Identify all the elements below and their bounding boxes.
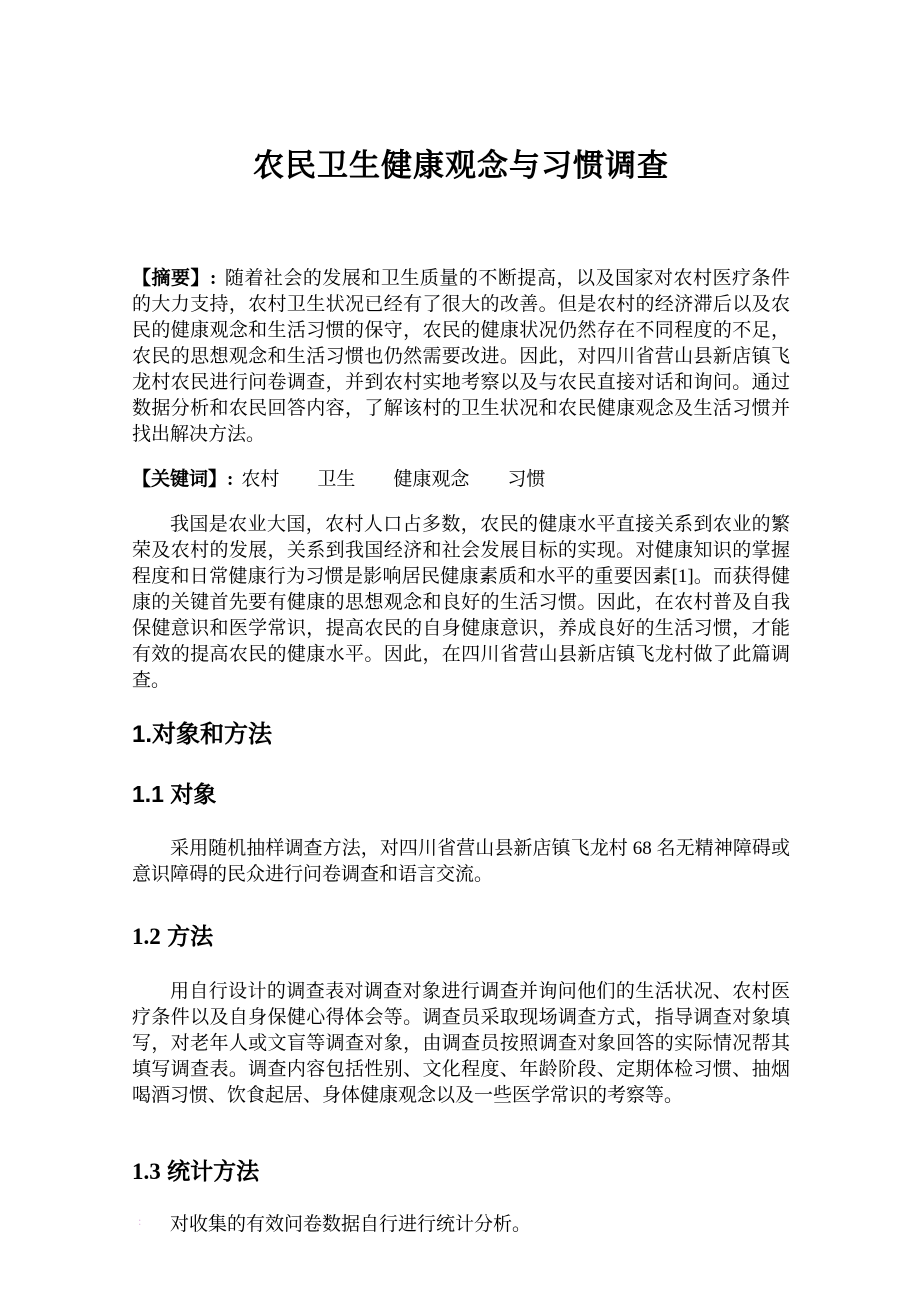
abstract-label: 【摘要】: [132,268,217,289]
section-heading-1 [132,720,790,750]
section-number: 1.3 [132,1159,161,1184]
section-title: 对象和方法 [152,721,273,748]
section-heading-1-1 [132,780,790,808]
abstract-paragraph [132,266,790,448]
keywords-line [132,467,790,493]
section-title: 统计方法 [167,1158,260,1184]
section-title: 方法 [167,923,214,949]
keywords-label: 【关键词】: [132,469,234,490]
abstract-text: 随着社会的发展和卫生质量的不断提高，以及国家对农村医疗条件的大力支持，农村卫生状况已经有了很大的改善。但是农村的经济滞后以及农民的健康观念和生活习惯的保守，农民的健康状况仍然存在不同程度的不足，农民的思想观念和生活习惯也仍然需要改进。因此，对四川省营山县新店镇飞龙村农民进行问卷调查，并到农村实地考察以及与农民直接对话和询问。通过数据分析和农民回答内容，了解该村的卫生状况和农民健康观念及生活习惯并找出解决方法。 [132,268,790,445]
section-number: 1. [132,721,153,748]
section-heading-1-3 [132,1157,790,1186]
section-body-1-2: 用自行设计的调查表对调查对象进行调查并询问他们的生活状况、农村医疗条件以及自身保健心得体会等。调查员采取现场调查方式，指导调查对象填写，对老年人或文盲等调查对象，由调查员按照调查对象回答的实际情况帮其填写调查表。调查内容包括性别、文化程度、年龄阶段、定期体检习惯、抽烟喝酒习惯、饮食起居、身体健康观念以及一些医学常识的考察等。 [132,981,790,1106]
section-body-1-1: 采用随机抽样调查方法，对四川省营山县新店镇飞龙村 68 名无精神障碍或意识障碍的民众进行问卷调查和语言交流。 [132,838,790,885]
section-number: 1.2 [132,924,161,949]
keywords-list: 农村 卫生 健康观念 习惯 [241,469,546,490]
document-title: 农民卫生健康观念与习惯调查 [253,148,669,183]
stray-ink-mark: : [138,1214,142,1228]
section-number: 1.1 [132,781,164,807]
section-heading-1-2 [132,922,790,951]
section-title: 对象 [170,781,217,807]
section-body-1-3: 对收集的有效问卷数据自行进行统计分析。 [170,1214,532,1235]
introduction-paragraph: 我国是农业大国，农村人口占多数，农民的健康水平直接关系到农业的繁荣及农村的发展，关系到我国经济和社会发展目标的实现。对健康知识的掌握程度和日常健康行为习惯是影响居民健康素质和水平的重要因素[1]。而获得健康的关键首先要有健康的思想观念和良好的生活习惯。因此，在农村普及自我保健意识和医学常识，提高农民的自身健康意识，养成良好的生活习惯，才能有效的提高农民的健康水平。因此，在四川省营山县新店镇飞龙村做了此篇调查。 [132,514,790,691]
